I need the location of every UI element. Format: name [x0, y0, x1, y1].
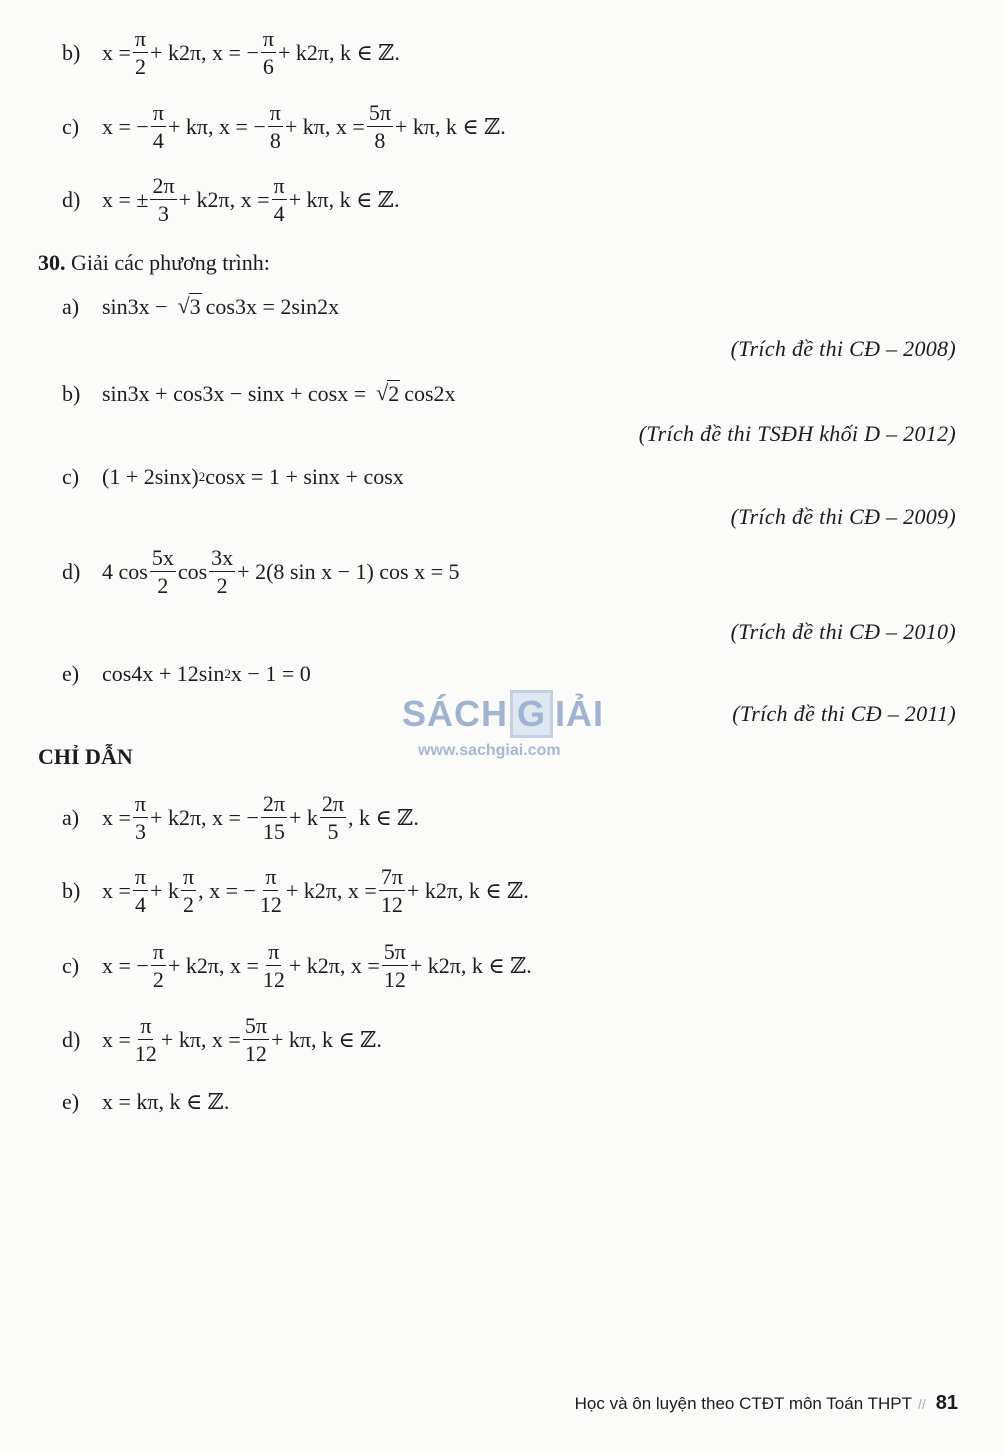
guide-item-a	[62, 792, 419, 843]
math-text: + k2π, x =	[167, 952, 259, 978]
denominator: 15	[262, 819, 285, 845]
numerator: 5π	[367, 101, 393, 127]
item-label: e)	[62, 1089, 80, 1114]
fraction	[261, 940, 287, 991]
math-text: cos2x	[404, 380, 456, 406]
guide-heading: CHỈ DẪN	[38, 744, 133, 769]
numerator: π	[133, 27, 148, 53]
numerator: π	[181, 865, 196, 891]
denominator: 8	[269, 128, 281, 154]
exercise-instruction: Giải các phương trình:	[71, 250, 270, 275]
math-text: x =	[102, 1026, 131, 1052]
source-citation: (Trích đề thi CĐ – 2011)	[732, 701, 956, 726]
exercise-item-b	[62, 380, 456, 407]
item-label: c)	[62, 464, 80, 489]
guide-item-e	[62, 1089, 229, 1115]
exercise-title	[38, 250, 270, 276]
math-text: + k2π, k ∈ ℤ.	[406, 877, 529, 903]
prev-answer-d	[62, 174, 399, 225]
numerator: π	[268, 101, 283, 127]
guide-item-d	[62, 1014, 382, 1065]
denominator: 4	[152, 128, 164, 154]
numerator: π	[261, 27, 276, 53]
fraction	[151, 940, 166, 991]
math-text: (1 + 2sinx)	[102, 464, 199, 489]
math-text: x = ±	[102, 186, 149, 212]
watermark-g-box: G	[510, 690, 553, 738]
item-label: a)	[62, 804, 80, 830]
fraction	[258, 865, 284, 916]
math-text: + kπ, k ∈ ℤ.	[288, 186, 400, 212]
math-text: x − 1 = 0	[230, 661, 311, 686]
numerator: 7π	[379, 865, 405, 891]
math-text: + 2(8 sin x − 1) cos x = 5	[237, 558, 460, 584]
watermark-text: IẢI	[555, 693, 605, 734]
numerator: π	[272, 174, 287, 200]
numerator: π	[133, 865, 148, 891]
radicand: 3	[189, 294, 201, 319]
math-text: + k2π, x = −	[150, 804, 259, 830]
denominator: 3	[158, 201, 170, 227]
math-text: + kπ, x =	[160, 1026, 241, 1052]
fraction	[272, 174, 287, 225]
fraction	[133, 865, 148, 916]
math-text: cos	[177, 558, 208, 584]
fraction	[133, 792, 148, 843]
denominator: 12	[262, 967, 285, 993]
numerator: 2π	[261, 792, 287, 818]
math-text: + k2π, k ∈ ℤ.	[409, 952, 532, 978]
denominator: 4	[273, 201, 285, 227]
denominator: 12	[380, 892, 403, 918]
prev-answer-b	[62, 27, 400, 78]
item-label: e)	[62, 661, 80, 686]
math-text: , k ∈ ℤ.	[348, 804, 419, 830]
fraction	[150, 546, 176, 597]
math-text: sin3x −	[102, 293, 168, 319]
fraction	[181, 865, 196, 916]
guide-item-b	[62, 865, 529, 916]
footer-decoration: //	[917, 1395, 926, 1412]
math-text: cosx = 1 + sinx + cosx	[205, 464, 404, 489]
math-text: + k	[150, 877, 179, 903]
item-label: b)	[62, 380, 81, 406]
numerator: 5π	[243, 1014, 269, 1040]
item-label: d)	[62, 558, 81, 584]
fraction	[261, 792, 287, 843]
fraction	[261, 27, 276, 78]
exponent: 2	[224, 666, 231, 681]
denominator: 2	[152, 967, 164, 993]
guide-item-c	[62, 940, 532, 991]
denominator: 2	[216, 573, 228, 599]
source-citation: (Trích đề thi CĐ – 2010)	[730, 619, 956, 644]
denominator: 2	[157, 573, 169, 599]
math-text: x =	[102, 39, 131, 65]
fraction	[151, 101, 166, 152]
watermark	[402, 690, 604, 760]
denominator: 8	[374, 128, 386, 154]
math-text: + k	[288, 804, 318, 830]
numerator: 5x	[150, 546, 176, 572]
math-text: + k2π, x = −	[150, 39, 259, 65]
math-text: x = −	[102, 952, 149, 978]
page-footer	[575, 1392, 958, 1415]
math-text: + k2π, x =	[285, 877, 377, 903]
denominator: 2	[183, 892, 194, 918]
math-text: cos3x = 2sin2x	[205, 293, 340, 319]
item-label: b)	[62, 877, 81, 903]
math-text: + k2π, x =	[178, 186, 270, 212]
denominator: 3	[134, 819, 146, 845]
square-root	[178, 293, 202, 320]
item-label: b)	[62, 39, 81, 65]
math-text: x =	[102, 877, 131, 903]
source-citation: (Trích đề thi CĐ – 2008)	[730, 336, 956, 361]
square-root	[376, 380, 400, 407]
denominator: 12	[244, 1041, 267, 1067]
fraction	[367, 101, 393, 152]
exercise-item-a	[62, 293, 339, 320]
fraction	[150, 174, 176, 225]
fraction	[268, 101, 283, 152]
denominator: 5	[327, 819, 339, 845]
math-text: 4 cos	[102, 558, 148, 584]
prev-answer-c	[62, 101, 506, 152]
fraction	[320, 792, 346, 843]
numerator: 5π	[382, 940, 408, 966]
numerator: 2π	[320, 792, 346, 818]
math-text: + kπ, k ∈ ℤ.	[270, 1026, 382, 1052]
item-label: a)	[62, 293, 80, 319]
numerator: 2π	[150, 174, 176, 200]
denominator: 4	[134, 892, 146, 918]
radical-sign: √	[177, 293, 190, 318]
item-label: d)	[62, 1026, 81, 1052]
denominator: 12	[134, 1041, 157, 1067]
exercise-item-d	[62, 546, 460, 597]
watermark-logo	[402, 690, 604, 738]
numerator: π	[138, 1014, 153, 1040]
math-text: x = kπ, k ∈ ℤ.	[102, 1089, 230, 1114]
math-text: , x = −	[198, 877, 256, 903]
fraction	[133, 1014, 159, 1065]
fraction	[243, 1014, 269, 1065]
exponent: 2	[198, 469, 206, 484]
fraction	[209, 546, 235, 597]
denominator: 12	[259, 892, 282, 918]
watermark-text: SÁCH	[402, 693, 509, 734]
radicand: 2	[388, 381, 400, 406]
math-text: x = −	[102, 113, 149, 139]
item-label: c)	[62, 952, 80, 978]
exercise-number: 30.	[38, 250, 66, 275]
fraction	[382, 940, 408, 991]
exercise-item-e	[62, 661, 311, 687]
numerator: π	[151, 101, 166, 127]
numerator: 3x	[209, 546, 235, 572]
page-number: 81	[935, 1392, 958, 1414]
source-citation: (Trích đề thi CĐ – 2009)	[730, 504, 956, 529]
math-text: + kπ, k ∈ ℤ.	[394, 113, 506, 139]
footer-text: Học và ôn luyện theo CTĐT môn Toán THPT	[574, 1393, 912, 1413]
numerator: π	[266, 940, 281, 966]
numerator: π	[151, 940, 166, 966]
math-text: x =	[102, 804, 131, 830]
math-text: + kπ, x = −	[167, 113, 266, 139]
fraction	[379, 865, 405, 916]
math-text: + k2π, k ∈ ℤ.	[277, 39, 400, 65]
denominator: 12	[383, 967, 406, 993]
numerator: π	[263, 865, 278, 891]
fraction	[133, 27, 148, 78]
math-text: cos4x + 12sin	[102, 661, 225, 686]
item-label: c)	[62, 113, 80, 139]
exercise-item-c	[62, 464, 404, 490]
numerator: π	[133, 792, 148, 818]
math-text: + k2π, x =	[288, 952, 380, 978]
source-citation: (Trích đề thi TSĐH khối D – 2012)	[638, 421, 956, 446]
watermark-url: www.sachgiai.com	[418, 742, 561, 759]
math-text: + kπ, x =	[284, 113, 365, 139]
item-label: d)	[62, 186, 81, 212]
radical-sign: √	[376, 380, 389, 405]
math-text: sin3x + cos3x − sinx + cosx =	[102, 380, 367, 406]
denominator: 2	[134, 54, 146, 80]
denominator: 6	[262, 54, 274, 80]
